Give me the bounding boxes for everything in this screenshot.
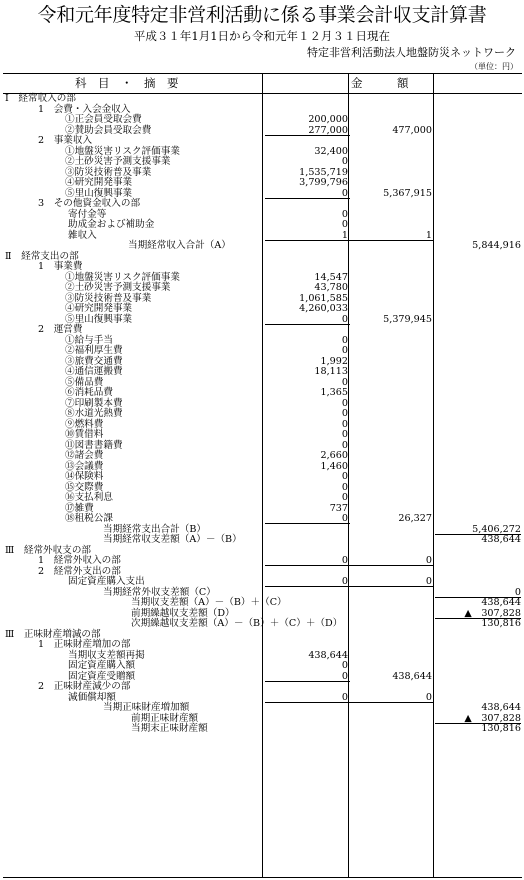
row-label: ③防災技術普及事業 xyxy=(65,292,152,304)
amount-detail: 0 xyxy=(341,670,348,682)
table-row xyxy=(3,325,522,336)
table-row xyxy=(3,231,522,242)
table-row xyxy=(3,115,522,126)
row-label: ②福利厚生費 xyxy=(65,345,123,356)
row-label: ⑰雑費 xyxy=(65,502,94,514)
row-label: 当期経常収入合計（A） xyxy=(128,240,231,251)
row-label: ⑥消耗品費 xyxy=(65,387,113,398)
row-label: ②土砂災害予測支援事業 xyxy=(65,156,171,167)
table-row xyxy=(3,136,522,147)
row-label: 固定資産受贈額 xyxy=(68,670,136,682)
amount-total: 438,644 xyxy=(481,597,521,608)
table-row xyxy=(3,703,522,714)
row-label: 固定資産購入支出 xyxy=(68,576,145,587)
amount-total: 438,644 xyxy=(481,534,521,545)
row-label: ①正会員受取会費 xyxy=(65,114,142,125)
period-text: 平成３１年1月1日から令和元年１２月３１日現在 xyxy=(133,29,391,43)
amount-total: 0 xyxy=(514,586,521,598)
amount-detail: 0 xyxy=(341,408,348,419)
table-row xyxy=(3,94,522,105)
amount-detail: 1,460 xyxy=(320,460,348,472)
column-header-item: 科 目 ・ 摘 要 xyxy=(75,76,179,90)
table-row xyxy=(3,535,522,546)
row-label: ⑤備品費 xyxy=(65,376,104,388)
amount-subtotal: 0 xyxy=(425,691,432,703)
row-label: Ⅰ 経常収入の部 xyxy=(5,93,76,104)
table-row xyxy=(3,178,522,189)
table-row xyxy=(3,640,522,651)
amount-detail: 0 xyxy=(341,156,348,167)
unit-label: （単位：円） xyxy=(470,62,518,71)
row-label: ②賛助会員受取会費 xyxy=(65,124,152,136)
amount-subtotal: 26,327 xyxy=(398,513,432,524)
amount-detail: 737 xyxy=(329,502,348,514)
row-label: 1 事業費 xyxy=(38,261,83,272)
table-row xyxy=(3,724,522,735)
amount-detail: 1,061,585 xyxy=(299,292,348,304)
amount-detail: 0 xyxy=(341,439,348,451)
row-label: 次期繰越収支差額（A）－（B）＋（C）＋（D） xyxy=(131,618,343,629)
row-label: ①給与手当 xyxy=(65,334,113,346)
amount-detail: 1 xyxy=(341,229,348,241)
amount-detail: 0 xyxy=(341,187,348,199)
amount-detail: 0 xyxy=(341,334,348,346)
table-body xyxy=(3,94,522,735)
amount-detail: 438,644 xyxy=(308,649,348,661)
amount-detail: 200,000 xyxy=(308,114,348,125)
amount-detail: 277,000 xyxy=(308,124,348,136)
table-row xyxy=(3,472,522,483)
row-label: ⑯支払利息 xyxy=(65,492,113,503)
amount-detail: 32,400 xyxy=(314,145,348,157)
amount-detail: 0 xyxy=(341,471,348,482)
row-label: ⑤里山復興事業 xyxy=(65,187,133,199)
table-row xyxy=(3,598,522,609)
row-label: 当期正味財産増加額 xyxy=(103,702,190,713)
amount-detail: 0 xyxy=(341,345,348,356)
amount-subtotal: 477,000 xyxy=(392,124,432,136)
table-row xyxy=(3,157,522,168)
row-label: ⑫諸会費 xyxy=(65,450,104,461)
amount-detail: 0 xyxy=(341,660,348,671)
row-label: 1 会費・入会金収入 xyxy=(38,103,131,115)
row-label: ④研究開発事業 xyxy=(65,303,133,314)
row-label: ⑧水道光熱費 xyxy=(65,408,123,419)
table-row xyxy=(3,714,522,725)
amount-detail: 0 xyxy=(341,418,348,430)
row-label: ④研究開発事業 xyxy=(65,177,133,188)
row-label: ②土砂災害予測支援事業 xyxy=(65,282,171,293)
amount-detail: 0 xyxy=(341,513,348,524)
amount-detail: 0 xyxy=(341,691,348,703)
row-label: ⑭保険料 xyxy=(65,471,104,482)
row-label: 2 正味財産減少の部 xyxy=(38,681,131,692)
row-label: 寄付金等 xyxy=(68,208,107,220)
row-label: 2 運営費 xyxy=(38,324,83,335)
row-label: 当期経常外収支差額（C） xyxy=(103,586,216,598)
row-label: 前期繰越収支差額（D） xyxy=(131,607,235,619)
row-label: ⑬会議費 xyxy=(65,460,104,472)
column-header-amount: 金 額 xyxy=(351,76,409,90)
amount-detail: 1,992 xyxy=(320,355,348,367)
row-label: ①地盤災害リスク評価事業 xyxy=(65,271,180,283)
amount-detail: 3,799,796 xyxy=(299,177,348,188)
table-row xyxy=(3,619,522,630)
table-row xyxy=(3,693,522,704)
organization-name: 特定非営利活動法人地盤防災ネットワーク xyxy=(307,46,516,59)
row-label: ⑤里山復興事業 xyxy=(65,313,133,325)
amount-detail: 1,365 xyxy=(320,387,348,398)
amount-subtotal: 438,644 xyxy=(392,670,432,682)
amount-subtotal: 0 xyxy=(425,555,432,566)
row-label: 固定資産購入額 xyxy=(68,660,136,671)
amount-detail: 18,113 xyxy=(314,366,348,377)
amount-total: ▲ 307,828 xyxy=(464,712,521,724)
table-row xyxy=(3,514,522,525)
row-label: ③旅費交通費 xyxy=(65,355,123,367)
row-label: ⑪図書書籍費 xyxy=(65,439,123,451)
row-label: ③防災技術普及事業 xyxy=(65,166,152,178)
row-label: 当期収支差額（A）－（B）＋（C） xyxy=(131,597,287,608)
row-label: 助成金および補助金 xyxy=(68,219,155,230)
row-label: 雑収入 xyxy=(68,229,97,241)
row-label: ⑦印刷製本費 xyxy=(65,397,123,409)
table-row xyxy=(3,430,522,441)
amount-detail: 0 xyxy=(341,219,348,230)
row-label: Ⅲ 正味財産増減の部 xyxy=(5,628,101,640)
amount-total: 5,844,916 xyxy=(472,240,521,251)
amount-detail: 0 xyxy=(341,555,348,566)
table-row xyxy=(3,283,522,294)
amount-total: 5,406,272 xyxy=(472,523,521,535)
table-row xyxy=(3,304,522,315)
table-row xyxy=(3,493,522,504)
table-row xyxy=(3,367,522,378)
amount-detail: 0 xyxy=(341,376,348,388)
table-row xyxy=(3,241,522,252)
row-label: 当期末正味財産額 xyxy=(131,723,208,734)
amount-subtotal: 5,367,915 xyxy=(383,187,432,199)
row-label: 当期経常収支差額（A）－（B） xyxy=(103,534,242,545)
table-row xyxy=(3,661,522,672)
amount-detail: 14,547 xyxy=(314,271,348,283)
row-label: ⑱租税公課 xyxy=(65,513,113,524)
amount-detail: 0 xyxy=(341,397,348,409)
row-label: 3 その他資金収入の部 xyxy=(38,198,141,209)
amount-detail: 0 xyxy=(341,576,348,587)
row-label: Ⅱ 経常支出の部 xyxy=(5,250,79,262)
table-row xyxy=(3,199,522,210)
row-label: 当期経常支出合計（B） xyxy=(103,523,206,535)
row-label: 1 経常外収入の部 xyxy=(38,555,121,566)
table-row xyxy=(3,220,522,231)
amount-total: 130,816 xyxy=(481,723,521,734)
amount-subtotal: 5,379,945 xyxy=(383,313,432,325)
row-label: ⑮交際費 xyxy=(65,481,104,493)
statement-table xyxy=(3,73,522,878)
row-label: ⑩賃借料 xyxy=(65,429,104,440)
table-row xyxy=(3,556,522,567)
row-label: 減価償却額 xyxy=(68,691,116,703)
amount-subtotal: 1 xyxy=(425,229,432,241)
table-row xyxy=(3,577,522,588)
row-label: ⑨燃料費 xyxy=(65,418,104,430)
document-title: 令和元年度特定非営利活動に係る事業会計収支計算書 xyxy=(37,4,487,26)
amount-detail: 0 xyxy=(341,429,348,440)
row-label: 2 経常外支出の部 xyxy=(38,565,121,577)
amount-detail: 0 xyxy=(341,492,348,503)
amount-detail: 2,660 xyxy=(320,450,348,461)
table-row xyxy=(3,388,522,399)
amount-detail: 4,260,033 xyxy=(299,303,348,314)
row-label: 2 事業収入 xyxy=(38,135,93,146)
table-row xyxy=(3,262,522,273)
table-row xyxy=(3,525,522,536)
table-row xyxy=(3,346,522,357)
table-row xyxy=(3,682,522,693)
row-label: ①地盤災害リスク評価事業 xyxy=(65,145,180,157)
amount-subtotal: 0 xyxy=(425,576,432,587)
row-label: 当期収支差額再掲 xyxy=(68,649,145,661)
row-label: 前期正味財産額 xyxy=(131,712,199,724)
table-row xyxy=(3,451,522,462)
amount-detail: 0 xyxy=(341,313,348,325)
amount-detail: 1,535,719 xyxy=(299,166,348,178)
amount-total: 438,644 xyxy=(481,702,521,713)
row-label: Ⅲ 経常外収支の部 xyxy=(5,544,92,556)
table-row xyxy=(3,409,522,420)
amount-detail: 0 xyxy=(341,481,348,493)
row-label: 1 正味財産増加の部 xyxy=(38,639,131,650)
row-label: ④通信運搬費 xyxy=(65,366,123,377)
amount-total: 130,816 xyxy=(481,618,521,629)
amount-total: ▲ 307,828 xyxy=(464,607,521,619)
amount-detail: 43,780 xyxy=(314,282,348,293)
amount-detail: 0 xyxy=(341,208,348,220)
